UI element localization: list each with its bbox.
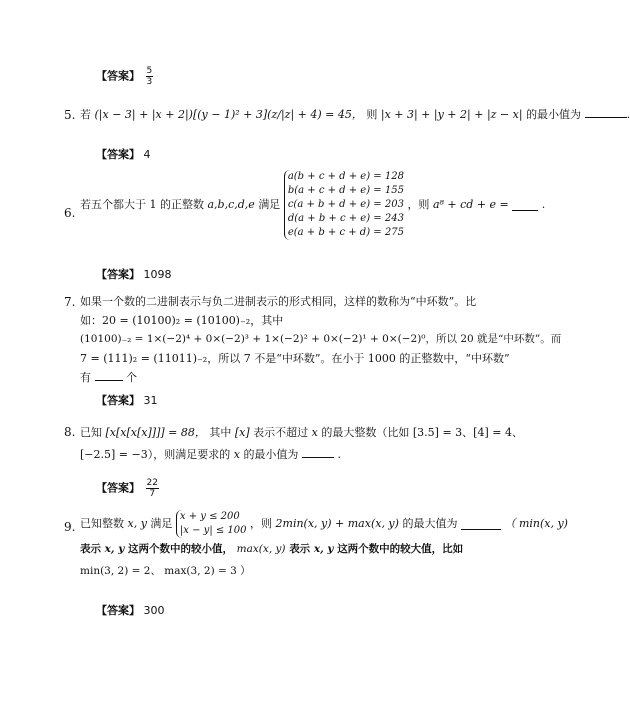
q8-expr: [x[x[x[x]]]] = 88， bbox=[105, 426, 206, 439]
answer-label: 【答案】 bbox=[96, 394, 140, 407]
question-number: 5. bbox=[64, 108, 76, 122]
q9-vars: x, y bbox=[104, 543, 125, 555]
equation: e(a + b + c + d) = 275 bbox=[287, 227, 404, 238]
q7-text: 个 bbox=[126, 371, 137, 384]
q9-text: ，则 bbox=[250, 517, 273, 530]
q9-vars: x, y bbox=[127, 517, 147, 530]
question-8 bbox=[80, 422, 523, 466]
answer-value: 1098 bbox=[143, 268, 172, 281]
answer-block bbox=[96, 66, 155, 87]
question-5: 若 (|x − 3| + |x + 2|)[(y − 1)² + 3](z/|z| + 4) = 45， 则 |x + 3| + |y + 2| + |z − x| 的最小值为 . bbox=[80, 108, 630, 121]
question-9 bbox=[80, 510, 568, 582]
q8-text: [−2.5] = −3），则满足要求的 bbox=[80, 448, 231, 461]
q6-text4: . bbox=[541, 198, 546, 211]
question-6 bbox=[80, 170, 545, 240]
equation: a(b + c + d + e) = 128 bbox=[287, 171, 404, 182]
q9-text: 已知整数 bbox=[80, 517, 124, 530]
q8-text: 的最小值为 bbox=[243, 448, 299, 461]
q8-line bbox=[80, 444, 523, 466]
q6-vars: a,b,c,d,e bbox=[207, 198, 255, 211]
q8-text: 表示不超过 bbox=[253, 426, 309, 439]
q8-var: x bbox=[233, 448, 240, 461]
answer-blank[interactable] bbox=[95, 370, 123, 381]
answer-block bbox=[96, 266, 172, 282]
answer-label: 【答案】 bbox=[96, 268, 140, 281]
q9-text: 表示 bbox=[80, 543, 101, 555]
question-7 bbox=[80, 292, 561, 387]
q8-var: x bbox=[311, 426, 318, 439]
answer-blank[interactable] bbox=[512, 200, 538, 211]
equation: d(a + b + c + e) = 243 bbox=[287, 213, 404, 224]
q7-line: (10100)₋₂ = 1×(−2)⁴ + 0×(−2)³ + 1×(−2)² + 0×(−2)¹ + 0×(−2)⁰，所以 20 就是“中环数”。而 bbox=[80, 333, 562, 345]
question-number: 9. bbox=[64, 520, 76, 534]
q9-text: 的最大值为 bbox=[402, 517, 458, 530]
q9-text: 满足 bbox=[150, 517, 173, 530]
q5-expr: (|x − 3| + |x + 2|)[(y − 1)² + 3](z/|z| + 4) = 45， bbox=[94, 108, 363, 121]
answer-value: 300 bbox=[143, 604, 165, 617]
q5-text3: 的最小值为 bbox=[526, 108, 582, 121]
answer-value: 4 bbox=[143, 148, 151, 161]
q7-line: 如果一个数的二进制表示与负二进制表示的形式相同，这样的数称为“中环数”。比 bbox=[80, 295, 477, 308]
q9-text: 这两个数中的较大值，比如 bbox=[337, 543, 464, 555]
q9-expr: 2min(x, y) + max(x, y) bbox=[275, 517, 399, 530]
q9-expr: max(x, y) bbox=[236, 543, 286, 555]
equation: x + y ≤ 200 bbox=[179, 511, 240, 522]
q9-expr: （ min(x, y) bbox=[504, 517, 568, 530]
q8-expr: [x] bbox=[234, 426, 250, 439]
answer-blank[interactable] bbox=[585, 107, 627, 118]
equation-system bbox=[176, 510, 247, 538]
q8-example: [3.5] = 3、[4] = 4、 bbox=[412, 426, 523, 439]
q9-vars: x, y bbox=[313, 543, 334, 555]
q5-text: 若 bbox=[80, 108, 91, 121]
q9-line bbox=[80, 510, 568, 538]
q6-text3: ，则 bbox=[407, 198, 430, 211]
answer-value: 31 bbox=[143, 394, 158, 407]
answer-block bbox=[96, 392, 158, 408]
q9-line: min(3, 2) = 2、 max(3, 2) = 3 ） bbox=[80, 565, 251, 577]
q6-expr: a⁸ + cd + e = bbox=[432, 198, 509, 211]
equation: |x − y| ≤ 100 bbox=[179, 525, 247, 536]
q8-text: 其中 bbox=[209, 426, 232, 439]
q5-text2: 则 bbox=[366, 108, 378, 121]
q8-text: . bbox=[337, 448, 341, 461]
answer-label: 【答案】 bbox=[96, 148, 140, 161]
q9-text: 表示 bbox=[289, 543, 311, 555]
q7-line: 7 = (111)₂ = (11011)₋₂，所以 7 不是“中环数”。在小于 1000 的正整数中，“中环数” bbox=[80, 352, 510, 365]
q8-text: 已知 bbox=[80, 426, 102, 439]
answer-label: 【答案】 bbox=[96, 604, 140, 617]
q7-text: 有 bbox=[80, 371, 91, 384]
q7-line: 如：20 = (10100)₂ = (10100)₋₂，其中 bbox=[80, 314, 284, 327]
q5-expr2: |x + 3| + |y + 2| + |z − x| bbox=[380, 108, 523, 121]
answer-block bbox=[96, 146, 151, 162]
q6-text2: 满足 bbox=[258, 198, 281, 211]
q8-line bbox=[80, 422, 523, 444]
q8-text: 的最大整数（比如 bbox=[321, 426, 410, 439]
q6-text: 若五个都大于 1 的正整数 bbox=[80, 198, 204, 211]
answer-label: 【答案】 bbox=[96, 481, 140, 495]
question-number: 8. bbox=[64, 425, 76, 439]
q9-text: 这两个数中的较小值， bbox=[128, 543, 233, 555]
question-number: 7. bbox=[64, 295, 76, 309]
q7-line bbox=[80, 368, 561, 387]
answer-fraction: $\frac{22}{7}$ bbox=[146, 478, 158, 499]
answer-fraction: $\frac{5}{3}$ bbox=[146, 66, 153, 87]
answer-block bbox=[96, 602, 165, 618]
q9-line bbox=[80, 538, 568, 560]
answer-blank[interactable] bbox=[461, 519, 501, 530]
answer-block bbox=[96, 478, 161, 499]
equation: b(a + c + d + e) = 155 bbox=[287, 185, 404, 196]
equation-system bbox=[284, 170, 404, 240]
answer-label: 【答案】 bbox=[96, 69, 140, 83]
question-number: 6. bbox=[64, 206, 76, 220]
equation: c(a + b + d + e) = 203 bbox=[287, 199, 404, 210]
answer-blank[interactable] bbox=[302, 447, 334, 458]
